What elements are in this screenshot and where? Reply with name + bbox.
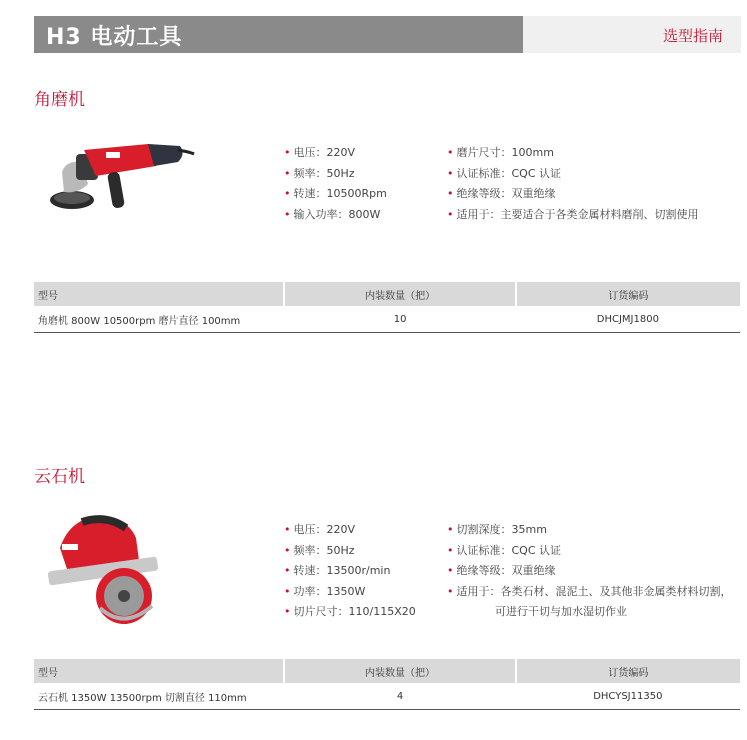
- table-row: [34, 306, 740, 333]
- bullet-icon: •: [284, 605, 291, 618]
- bullet-icon: •: [447, 584, 454, 598]
- bullet-icon: •: [447, 207, 454, 221]
- cell-order-code: DHCJMJ1800: [516, 306, 740, 333]
- marble-cutter-table: [34, 659, 740, 710]
- column-header-order-code: 订货编码: [516, 282, 740, 306]
- cell-model: 角磨机 800W 10500rpm 磨片直径 100mm: [34, 306, 284, 333]
- spec-item: • 功率：1350W: [284, 584, 366, 598]
- spec-item: • 电压：220V: [284, 146, 356, 159]
- selection-guide-label: 选型指南: [662, 27, 723, 45]
- column-header-model: 型号: [34, 282, 284, 306]
- bullet-icon: •: [447, 187, 454, 200]
- section-title-angle-grinder: 角磨机: [34, 90, 85, 110]
- spec-item: • 切片尺寸：110/115X20: [284, 605, 416, 618]
- angle-grinder-specs-left: [284, 143, 387, 225]
- angle-grinder-specs-right: [447, 143, 699, 225]
- cell-quantity: 10: [284, 306, 515, 333]
- table-row: [34, 683, 740, 710]
- bullet-icon: •: [447, 564, 454, 577]
- bullet-icon: •: [284, 146, 291, 159]
- bullet-icon: •: [447, 543, 454, 557]
- page-header: [34, 16, 741, 53]
- column-header-model: 型号: [34, 659, 284, 683]
- spec-item: • 输入功率：800W: [284, 207, 381, 221]
- spec-item: • 认证标准：CQC 认证: [447, 166, 562, 180]
- spec-item: • 绝缘等级：双重绝缘: [447, 564, 556, 577]
- cell-order-code: DHCYSJ11350: [516, 683, 740, 710]
- spec-item: • 切割深度：35mm: [447, 523, 547, 536]
- page-title: H3 电动工具: [46, 25, 183, 50]
- spec-item: • 转速：10500Rpm: [284, 187, 387, 200]
- spec-item: • 认证标准：CQC 认证: [447, 543, 562, 557]
- section-title-marble-cutter: 云石机: [34, 467, 85, 487]
- cell-quantity: 4: [284, 683, 515, 710]
- bullet-icon: •: [284, 564, 291, 577]
- spec-item: • 适用于：各类石材、混泥土、及其他非金属类材料切割，: [447, 584, 732, 598]
- spec-item-continuation: 可进行干切与加水湿切作业: [495, 605, 627, 618]
- bullet-icon: •: [284, 523, 291, 536]
- bullet-icon: •: [447, 146, 454, 159]
- angle-grinder-image: [48, 132, 198, 222]
- bullet-icon: •: [284, 543, 291, 557]
- column-header-quantity: 内装数量（把）: [284, 282, 515, 306]
- bullet-icon: •: [447, 166, 454, 180]
- spec-item: • 磨片尺寸：100mm: [447, 146, 554, 159]
- cell-model: 云石机 1350W 13500rpm 切割直径 110mm: [34, 683, 284, 710]
- angle-grinder-table: [34, 282, 740, 333]
- bullet-icon: •: [284, 187, 291, 200]
- spec-item: • 电压：220V: [284, 523, 356, 536]
- column-header-quantity: 内装数量（把）: [284, 659, 515, 683]
- header-bar-left: [34, 16, 523, 53]
- marble-cutter-specs-right: [447, 520, 732, 623]
- spec-item: • 适用于：主要适合于各类金属材料磨削、切割使用: [447, 207, 699, 221]
- marble-cutter-specs-left: [284, 520, 416, 623]
- bullet-icon: •: [447, 523, 454, 536]
- bullet-icon: •: [284, 166, 291, 180]
- bullet-icon: •: [284, 584, 291, 598]
- spec-item: • 频率：50Hz: [284, 543, 355, 557]
- spec-item: • 频率：50Hz: [284, 166, 355, 180]
- spec-item: • 转速：13500r/min: [284, 564, 391, 577]
- marble-cutter-image: [40, 508, 165, 628]
- column-header-order-code: 订货编码: [516, 659, 740, 683]
- spec-item: • 绝缘等级：双重绝缘: [447, 187, 556, 200]
- bullet-icon: •: [284, 207, 291, 221]
- header-bar-right: [523, 16, 741, 53]
